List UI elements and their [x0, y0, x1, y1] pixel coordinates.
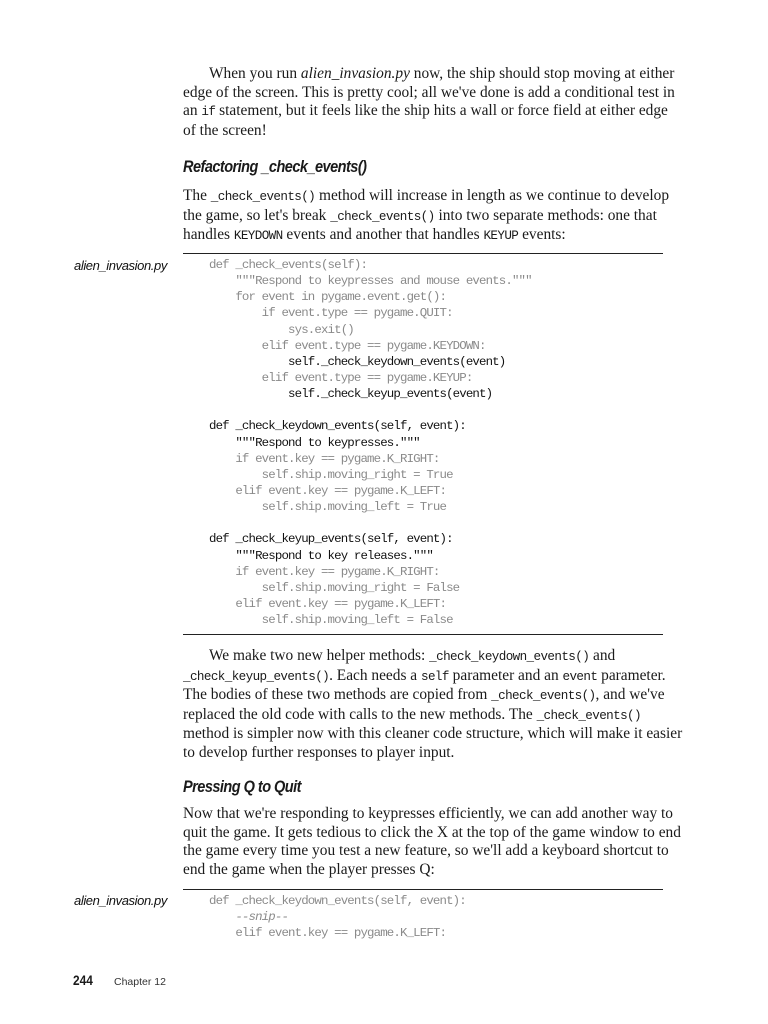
code-line: elif event.key == pygame.K_LEFT: [209, 483, 447, 498]
inline-code: _check_events() [536, 708, 641, 723]
inline-code: _check_events() [210, 190, 316, 204]
code-line: elif event.type == pygame.KEYUP: [209, 370, 473, 385]
inline-code: _check_keyup_events() [183, 669, 330, 684]
inline-code: KEYDOWN [233, 229, 283, 243]
listing-top-rule [183, 889, 663, 890]
code-listing-2 [209, 893, 466, 941]
code-line: elif event.type == pygame.KEYDOWN: [209, 338, 486, 353]
section-heading-refactoring: Refactoring _check_events() [183, 158, 367, 176]
paragraph-refactor: The _check_events() method will increase in length as we continue to develop the game, so let's break _check_events() into two separate methods: one that handles KEYDOWN events and another that handles KEYUP events: [183, 187, 670, 243]
code-line: --snip-- [209, 910, 289, 925]
code-line: def _check_events(self): [209, 258, 368, 272]
listing-bottom-rule [183, 634, 663, 635]
inline-code: _check_events() [330, 209, 435, 224]
code-line: sys.exit() [209, 322, 354, 337]
code-line: self._check_keydown_events(event) [209, 354, 506, 369]
inline-code: self [420, 669, 449, 684]
inline-code: event [562, 669, 598, 684]
code-line [209, 515, 532, 531]
code-line: def _check_keyup_events(self, event): [209, 532, 453, 547]
code-line: def _check_keydown_events(self, event): [209, 894, 466, 908]
code-line: if event.key == pygame.K_RIGHT: [209, 564, 440, 579]
paragraph-quit: Now that we're responding to keypresses efficiently, we can add another way to quit the game. It gets tedious to click the X at the top of the game window to end the game every time you test a new feature, so we'll add a keyboard shortcut to end the game when the player presses Q: [183, 805, 681, 878]
inline-code: if [201, 105, 216, 119]
section-heading-quit: Pressing Q to Quit [183, 778, 301, 796]
code-line: self.ship.moving_right = False [209, 580, 460, 595]
paragraph-intro: When you run alien_invasion.py now, the ship should stop moving at either edge of the screen. This is pretty cool; all we've done is add a conditional test in an if statement, but it feels like the ship hits a wall or force field at either edge of the screen! [183, 65, 675, 139]
code-line: """Respond to key releases.""" [209, 548, 433, 563]
inline-code: _check_events() [491, 689, 596, 703]
code-line: """Respond to keypresses.""" [209, 435, 420, 450]
code-line: elif event.key == pygame.K_LEFT: [209, 596, 447, 611]
code-line: if event.type == pygame.QUIT: [209, 306, 453, 321]
code-line: """Respond to keypresses and mouse events.""" [209, 274, 532, 289]
inline-code: _check_keydown_events() [429, 650, 590, 664]
code-line: self.ship.moving_left = False [209, 613, 453, 628]
listing-filename-label: alien_invasion.py [74, 893, 167, 908]
code-line: if event.key == pygame.K_RIGHT: [209, 451, 440, 466]
code-line: for event in pygame.event.get(): [209, 290, 447, 305]
listing-filename-label: alien_invasion.py [74, 258, 167, 273]
inline-code: KEYUP [483, 229, 519, 243]
paragraph-helpers: We make two new helper methods: _check_keydown_events() and _check_keyup_events(). Each needs a self parameter and an event parameter. The bodies of these two methods are copied from _check_events(), and we've replaced the old code with calls to the new methods. The _check_events() method is simpler now with this cleaner code structure, which will make it easier to develop further responses to player input. [183, 647, 683, 761]
filename: alien_invasion.py [300, 65, 410, 82]
code-line [209, 402, 532, 418]
code-line: self.ship.moving_right = True [209, 467, 453, 482]
code-line: self._check_keyup_events(event) [209, 387, 493, 402]
code-line: self.ship.moving_left = True [209, 500, 447, 515]
code-line: def _check_keydown_events(self, event): [209, 419, 466, 434]
code-line: elif event.key == pygame.K_LEFT: [209, 926, 447, 941]
page-number: 244 [73, 972, 93, 988]
chapter-label: Chapter 12 [114, 976, 166, 988]
listing-top-rule [183, 253, 663, 254]
code-listing-1 [209, 257, 532, 628]
